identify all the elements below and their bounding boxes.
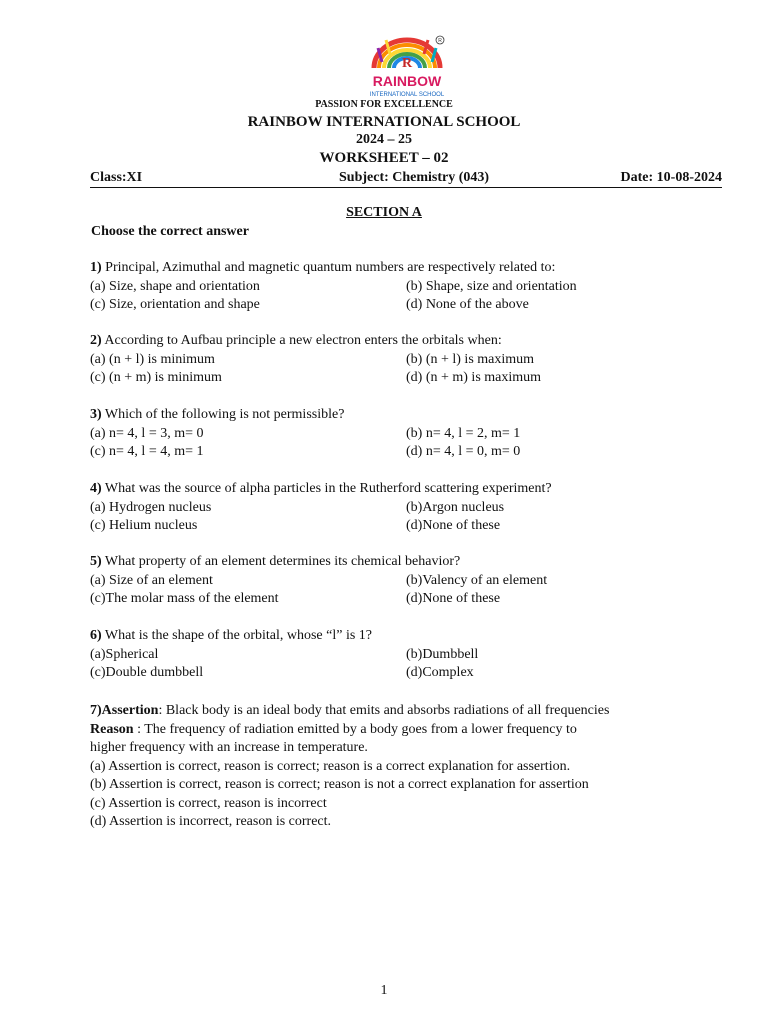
question-4 [90,480,690,536]
option-c: (c) Helium nucleus [90,518,198,533]
question-5 [90,553,690,609]
options [90,646,690,683]
option-d: (d)None of these [406,518,501,533]
option-c: (c) (n + m) is minimum [90,370,222,385]
option-c: (c) n= 4, l = 4, m= 1 [90,444,204,459]
question-1 [90,259,690,315]
question-text: What property of an element determines its chemical behavior? [101,554,461,569]
question-text: What is the shape of the orbital, whose “l” is 1? [101,628,373,643]
assertion-line [90,702,660,721]
school-motto: PASSION FOR EXCELLENCE [315,99,453,110]
question-text: Which of the following is not permissible? [101,407,345,422]
option-c: (c) Assertion is correct, reason is incorrect [90,795,327,811]
registered-mark: R [438,38,442,44]
question-2 [90,332,690,388]
option-b: (b) Assertion is correct, reason is correct; reason is not a correct explanation for assertion [90,777,589,792]
logo-wordmark: RAINBOW [372,73,442,89]
question-stem [90,259,690,278]
school-name: RAINBOW INTERNATIONAL SCHOOL [247,114,521,130]
option-d: (d) n= 4, l = 0, m= 0 [406,444,521,459]
option-a: (a) Size, shape and orientation [90,278,260,294]
option-d: (d) (n + m) is maximum [406,370,542,385]
reason-label: Reason [90,721,134,737]
question-stem [90,553,690,572]
option-a: (a) Assertion is correct, reason is correct; reason is a correct explanation for assertion. [90,758,571,774]
instruction-text: Choose the correct answer [91,224,249,239]
question-7-assertion-reason [90,702,660,832]
assertion-label: Assertion [101,703,159,718]
page-number: 1 [380,983,388,998]
option-b: (b)Argon nucleus [406,499,505,515]
options [90,278,690,315]
options [90,351,690,388]
question-number: 3) [90,407,102,422]
reason-text: : The frequency of radiation emitted by a body goes from a lower frequency to [133,721,577,737]
option-b: (b) n= 4, l = 2, m= 1 [406,425,521,441]
question-number: 5) [90,554,102,569]
question-number: 7) [90,703,102,718]
option-d: (d)Complex [406,665,474,680]
assertion-text: : Black body is an ideal body that emits and absorbs radiations of all frequencies [158,703,610,718]
worksheet-title: WORKSHEET – 02 [319,150,449,166]
worksheet-meta-row [90,169,722,188]
question-number: 1) [90,260,102,275]
question-3 [90,406,690,462]
question-text: Principal, Azimuthal and magnetic quantum numbers are respectively related to: [101,260,556,275]
option-b: (b) Shape, size and orientation [406,278,577,294]
option-a: (a) Hydrogen nucleus [90,499,212,515]
class-label: Class:XI [90,170,143,185]
options [90,572,690,609]
question-number: 6) [90,628,102,643]
option-c: (c)Double dumbbell [90,665,204,680]
reason-line-2: higher frequency with an increase in temperature. [90,740,368,755]
subject-label: Subject: Chemistry (043) [339,170,490,185]
logo-letter: R [401,56,413,71]
question-number: 2) [90,333,102,348]
option-c: (c) Size, orientation and shape [90,297,260,312]
option-d: (d)None of these [406,591,501,606]
question-stem [90,332,690,351]
options [90,425,690,462]
question-6 [90,627,690,683]
option-a: (a) Size of an element [90,572,213,588]
option-a: (a) n= 4, l = 3, m= 0 [90,425,204,441]
option-a: (a)Spherical [90,646,159,662]
question-text: What was the source of alpha particles in the Rutherford scattering experiment? [101,481,552,496]
section-heading: SECTION A [346,205,422,220]
question-stem [90,480,690,499]
rainbow-logo-icon [364,32,450,104]
option-d: (d) Assertion is incorrect, reason is correct. [90,814,332,829]
options [90,499,690,536]
option-a: (a) (n + l) is minimum [90,351,215,367]
question-stem [90,627,690,646]
question-text: According to Aufbau principle a new electron enters the orbitals when: [101,333,502,348]
question-stem [90,406,690,425]
question-number: 4) [90,481,102,496]
reason-line [90,721,660,740]
option-b: (b)Dumbbell [406,646,479,662]
academic-year: 2024 – 25 [356,132,412,147]
logo-subtitle: INTERNATIONAL SCHOOL [369,92,445,98]
school-logo [364,32,450,104]
date-label: Date: 10-08-2024 [620,170,722,185]
option-b: (b)Valency of an element [406,572,548,588]
option-d: (d) None of the above [406,297,529,312]
option-c: (c)The molar mass of the element [90,591,279,606]
option-b: (b) (n + l) is maximum [406,351,535,367]
